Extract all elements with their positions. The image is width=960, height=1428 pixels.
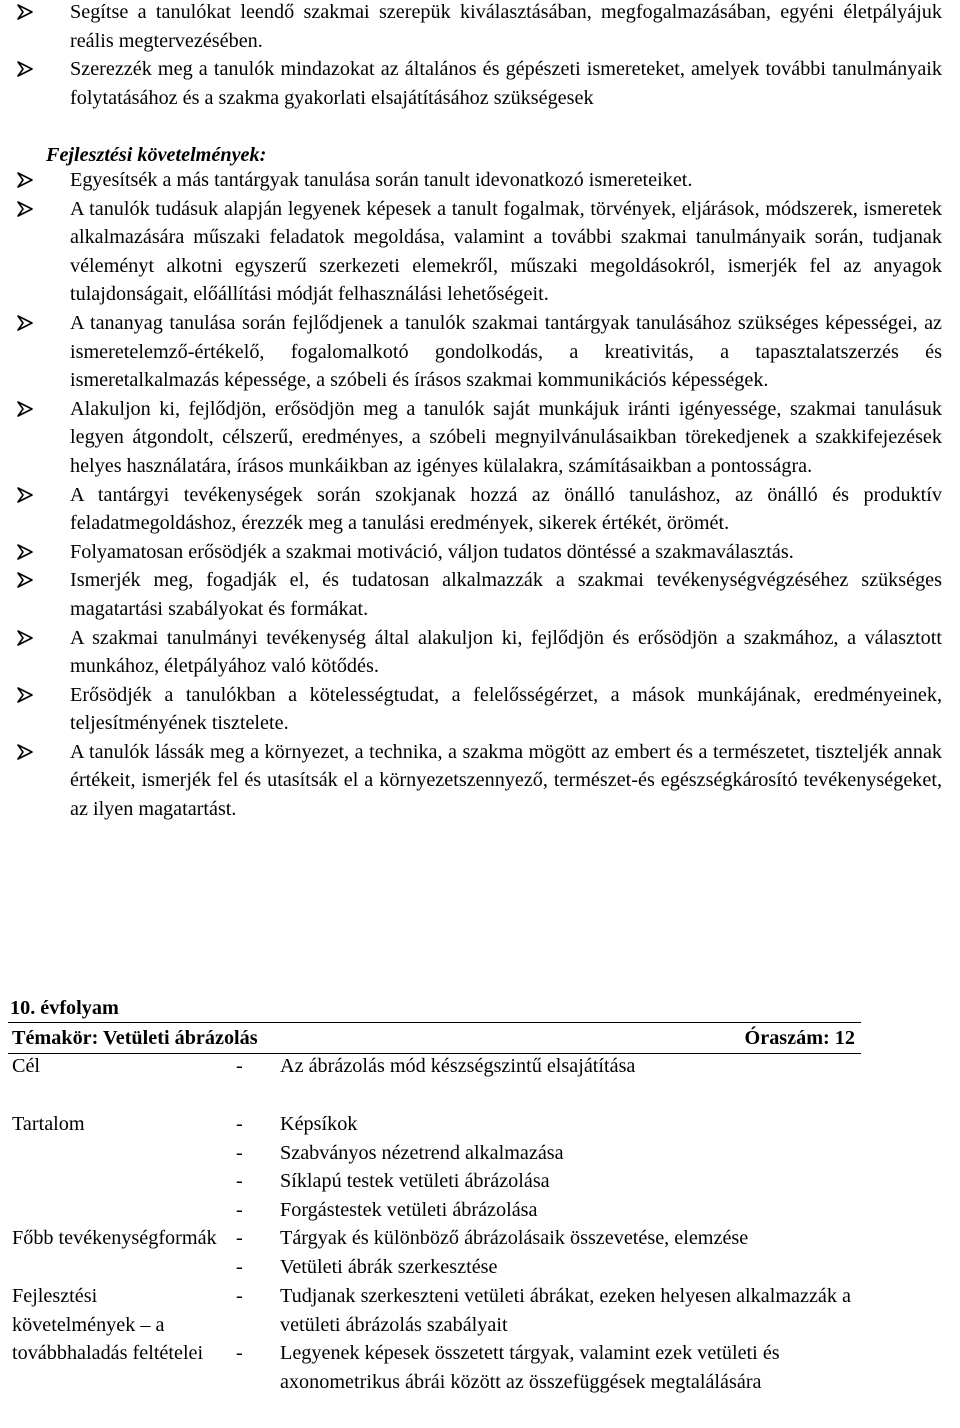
list-item-text: Szerezzék meg a tanulók mindazokat az általános és gépészeti ismereteket, amelyek további tanulmányaik folytatásához és a szakma gyakorlati elsajátításához szükségesek (70, 58, 942, 109)
topic-hours: Óraszám: 12 (744, 1027, 855, 1049)
table-row-goal (8, 1052, 861, 1110)
list-item (236, 1282, 861, 1339)
item-text: Legyenek képesek összetett tárgyak, valamint ezek vetületi és axonometrikus ábrái között az összefüggések megtalálására (280, 1342, 780, 1393)
dash-bullet: - (236, 1055, 243, 1077)
list-item (236, 1139, 861, 1168)
dash-bullet: - (236, 1255, 243, 1278)
list-item-text: A szakmai tanulmányi tevékenység által alakuljon ki, fejlődjön és erősödjön a szakmához, a választott munkához, életpályához való kötődés. (70, 626, 942, 678)
item-text: Vetületi ábrák szerkesztése (280, 1255, 498, 1278)
grade-heading: 10. évfolyam (10, 997, 119, 1019)
dash-bullet: - (236, 1113, 243, 1135)
row-label: Cél (12, 1055, 41, 1077)
table-row-requirements (8, 1282, 861, 1396)
item-text: Képsíkok (280, 1113, 358, 1135)
dash-bullet: - (236, 1141, 243, 1164)
list-item (0, 681, 960, 738)
list-item-text: Folyamatosan erősödjék a szakmai motiváció, váljon tudatos döntéssé a szakmaválasztás. (70, 540, 794, 563)
list-item (0, 166, 960, 195)
arrow-bullet-icon (16, 3, 34, 21)
item-text: Tudjanak szerkeszteni vetületi ábrákat, ezeken helyesen alkalmazzák a vetületi ábrázolás szabályait (280, 1285, 851, 1336)
dash-bullet: - (236, 1170, 243, 1193)
dash-bullet: - (236, 1227, 243, 1249)
table-row-content (8, 1110, 861, 1224)
list-item (0, 538, 960, 567)
row-label: Tartalom (12, 1113, 85, 1135)
list-item (236, 1253, 861, 1282)
list-item-text: Egyesítsék a más tantárgyak tanulása során tanult idevonatkozó ismereteiket. (70, 169, 693, 191)
list-item (0, 738, 960, 824)
arrow-bullet-icon (16, 743, 34, 761)
arrow-bullet-icon (16, 400, 34, 418)
arrow-bullet-icon (16, 60, 34, 78)
list-item-text: A tananyag tanulása során fejlődjenek a tanulók szakmai tantárgyak tanulásához szükséges képességei, az ismeretelemző-értékelő, fogalomalkotó gondolkodás, a kreativitás, a tapasztalatszerzés és ismeretalkalmazás képessége, a szóbeli és írásos szakmai kommunikációs képességek. (70, 311, 942, 392)
arrow-bullet-icon (16, 171, 34, 189)
list-item-text: Segítse a tanulókat leendő szakmai szerepük kiválasztásában, megfogalmazásában, egyéni életpályájuk reális megtervezésében. (70, 1, 942, 52)
list-item (236, 1196, 861, 1225)
arrow-bullet-icon (16, 486, 34, 504)
list-item-text: Ismerjék meg, fogadják el, és tudatosan alkalmazzák a szakmai tevékenységvégzéséhez szükséges magatartási szabályokat és formákat. (70, 569, 942, 620)
list-item (0, 481, 960, 538)
table-row-activities (8, 1224, 861, 1282)
row-label: Főbb tevékenységformák (12, 1227, 217, 1249)
list-item (0, 195, 960, 309)
arrow-bullet-icon (16, 571, 34, 589)
topic-header (8, 1022, 861, 1054)
item-text: Az ábrázolás mód készségszintű elsajátítása (280, 1055, 636, 1077)
item-text: Szabványos nézetrend alkalmazása (280, 1141, 564, 1164)
list-item-text: Alakuljon ki, fejlődjön, erősödjön meg a tanulók saját munkájuk iránti igényessége, szakmai tanulásuk legyen átgondolt, célszerű, eredményes, a szóbeli megnyilvánulásaikban törekedjenek a szakkifejezések helyes használatára, írásos munkáikban az igényes külalakra, számításaikban a pontosságra. (70, 397, 942, 477)
curriculum-table (8, 1052, 861, 1396)
list-item (0, 395, 960, 481)
list-item (236, 1339, 861, 1396)
list-item (236, 1167, 861, 1196)
intro-bullet-list (0, 0, 960, 112)
section-heading: Fejlesztési követelmények: (46, 144, 267, 166)
list-item-text: Erősödjék a tanulókban a kötelességtudat, a felelősségérzet, a mások munkájának, eredményeinek, teljesítményének tisztelete. (70, 683, 942, 735)
dash-bullet: - (236, 1285, 243, 1307)
arrow-bullet-icon (16, 686, 34, 704)
topic-title: Témakör: Vetületi ábrázolás (12, 1027, 258, 1049)
list-item-text: A tanulók lássák meg a környezet, a technika, a szakma mögött az embert és a természetet, tiszteljék annak értékeit, ismerjék fel és utasítsák el a környezetszennyező, természet-és egészségkárosító tevékenységeket, az ilyen magatartást. (70, 740, 942, 821)
item-text: Tárgyak és különböző ábrázolásaik összevetése, elemzése (280, 1227, 749, 1249)
arrow-bullet-icon (16, 314, 34, 332)
list-item-text: A tantárgyi tevékenységek során szokjanak hozzá az önálló tanuláshoz, az önálló és produktív feladatmegoldáshoz, érezzék meg a tanulási eredmények, sikerek értékét, örömét. (70, 483, 942, 535)
list-item (0, 566, 960, 623)
list-item (0, 624, 960, 681)
arrow-bullet-icon (16, 200, 34, 218)
arrow-bullet-icon (16, 629, 34, 647)
list-item (236, 1110, 861, 1139)
dash-bullet: - (236, 1198, 243, 1221)
row-label: Fejlesztési követelmények – a továbbhaladás feltételei (12, 1285, 204, 1365)
list-item (236, 1224, 861, 1253)
list-item (0, 309, 960, 395)
list-item (0, 0, 960, 55)
item-text: Síklapú testek vetületi ábrázolása (280, 1170, 550, 1193)
requirements-bullet-list (0, 166, 960, 824)
list-item-text: A tanulók tudásuk alapján legyenek képesek a tanult fogalmak, törvények, eljárások, módszerek, ismeretek alkalmazására műszaki feladatok megoldása, valamint a további szakmai tanulmányaik során, tudjanak véleményt alkotni egyszerű szerkezeti elemekről, műszaki megoldásokról, ismerjék fel az anyagok tulajdonságait, előállítási módját felhasználási lehetőségeit. (70, 197, 942, 306)
list-item (0, 55, 960, 112)
item-text: Forgástestek vetületi ábrázolása (280, 1198, 538, 1221)
dash-bullet: - (236, 1342, 243, 1365)
list-item (236, 1052, 861, 1081)
arrow-bullet-icon (16, 543, 34, 561)
